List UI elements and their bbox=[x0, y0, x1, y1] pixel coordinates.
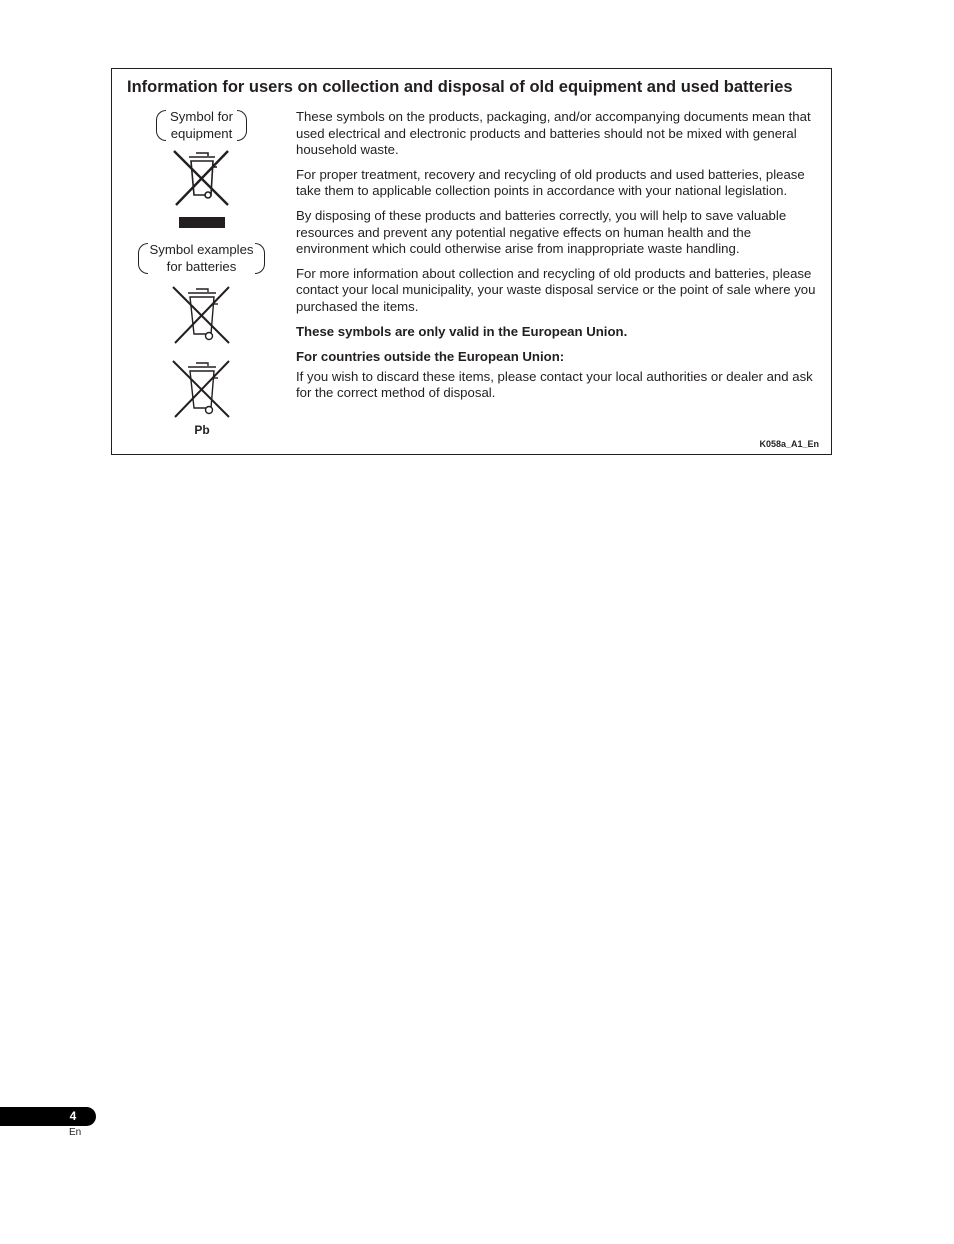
disposal-notice-box bbox=[111, 68, 832, 455]
crossed-out-wheelie-bin-icon bbox=[171, 359, 233, 421]
left-parenthesis-icon bbox=[156, 110, 166, 141]
page-number: 4 bbox=[69, 1109, 77, 1123]
notice-paragraph: By disposing of these products and batteries correctly, you will help to save valuable resources and prevent any potential negative effects on human health and the environment which could otherwise arise from inappropriate waste handling. bbox=[296, 207, 787, 257]
crossed-out-wheelie-bin-icon bbox=[172, 149, 232, 209]
outside-eu-text: If you wish to discard these items, please contact your local authorities or dealer and ask for the correct method of disposal. bbox=[296, 368, 813, 401]
symbols-column bbox=[112, 69, 292, 454]
pb-label: Pb bbox=[194, 423, 210, 437]
eu-validity-note: These symbols are only valid in the European Union. bbox=[296, 323, 628, 339]
notice-paragraph: For proper treatment, recovery and recycling of old products and used batteries, please take them to applicable collection points in accordance with your national legislation. bbox=[296, 166, 805, 199]
crossed-out-wheelie-bin-icon bbox=[171, 285, 233, 347]
left-parenthesis-icon bbox=[138, 243, 148, 274]
black-bar-icon bbox=[179, 217, 225, 228]
document-code: K058a_A1_En bbox=[759, 439, 819, 449]
equipment-caption-text: Symbol for equipment bbox=[169, 109, 234, 141]
equipment-symbol-caption bbox=[156, 109, 247, 142]
notice-text-column bbox=[296, 109, 826, 410]
batteries-caption-text: Symbol examples for batteries bbox=[149, 242, 254, 274]
notice-title: Information for users on collection and disposal of old equipment and used batteries bbox=[127, 78, 793, 96]
outside-eu-heading: For countries outside the European Union: bbox=[296, 349, 565, 365]
language-label: En bbox=[69, 1127, 82, 1138]
batteries-symbol-caption bbox=[138, 242, 265, 275]
notice-paragraph: These symbols on the products, packaging, and/or accompanying documents mean that used electrical and electronic products and batteries should not be mixed with general household waste. bbox=[296, 109, 811, 158]
notice-paragraph: For more information about collection and recycling of old products and batteries, please contact your local municipality, your waste disposal service or the point of sale where you purchased the items. bbox=[296, 265, 816, 314]
